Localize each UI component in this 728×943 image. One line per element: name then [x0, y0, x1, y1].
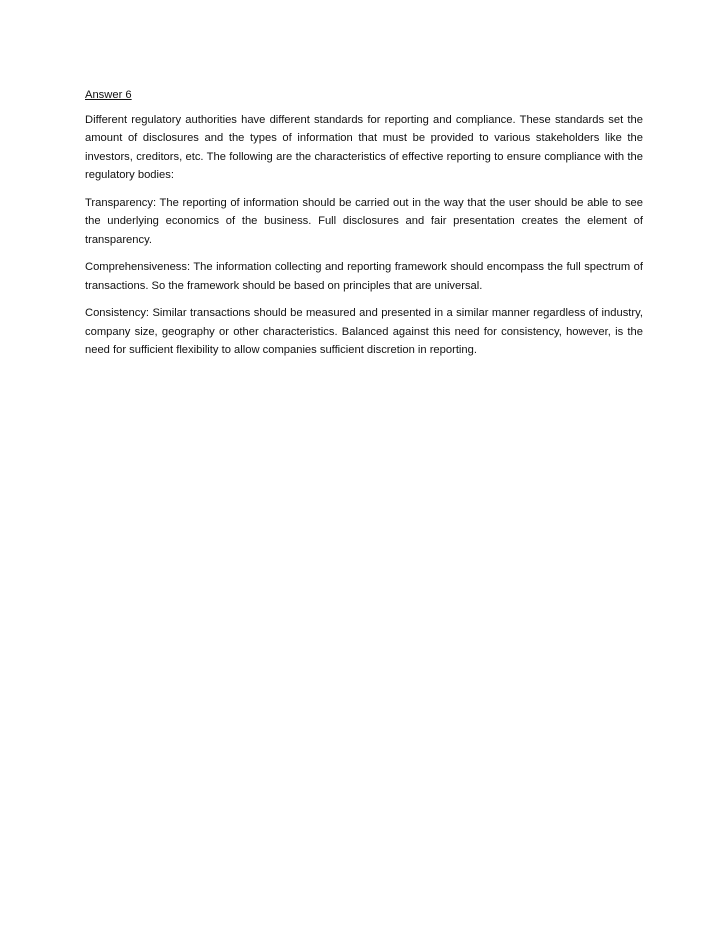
- paragraph-intro: Different regulatory authorities have different standards for reporting and compliance. These standards set the amount of disclosures and the types of information that must be provided to various stakeholders like the investors, creditors, etc. The following are the characteristics of effective reporting to ensure compliance with the regulatory bodies:: [85, 113, 643, 181]
- answer-heading: Answer 6: [85, 89, 132, 101]
- paragraph-transparency: Transparency: The reporting of information should be carried out in the way that the user should be able to see the underlying economics of the business. Full disclosures and fair presentation creates the element of transparency.: [85, 196, 643, 246]
- paragraph-comprehensiveness: Comprehensiveness: The information collecting and reporting framework should encompass the full spectrum of transactions. So the framework should be based on principles that are universal.: [85, 261, 643, 292]
- paragraph-consistency: Consistency: Similar transactions should be measured and presented in a similar manner regardless of industry, company size, geography or other characteristics. Balanced against this need for consistency, however, is the need for sufficient flexibility to allow companies sufficient discretion in reporting.: [85, 307, 643, 356]
- document-body: [85, 86, 643, 369]
